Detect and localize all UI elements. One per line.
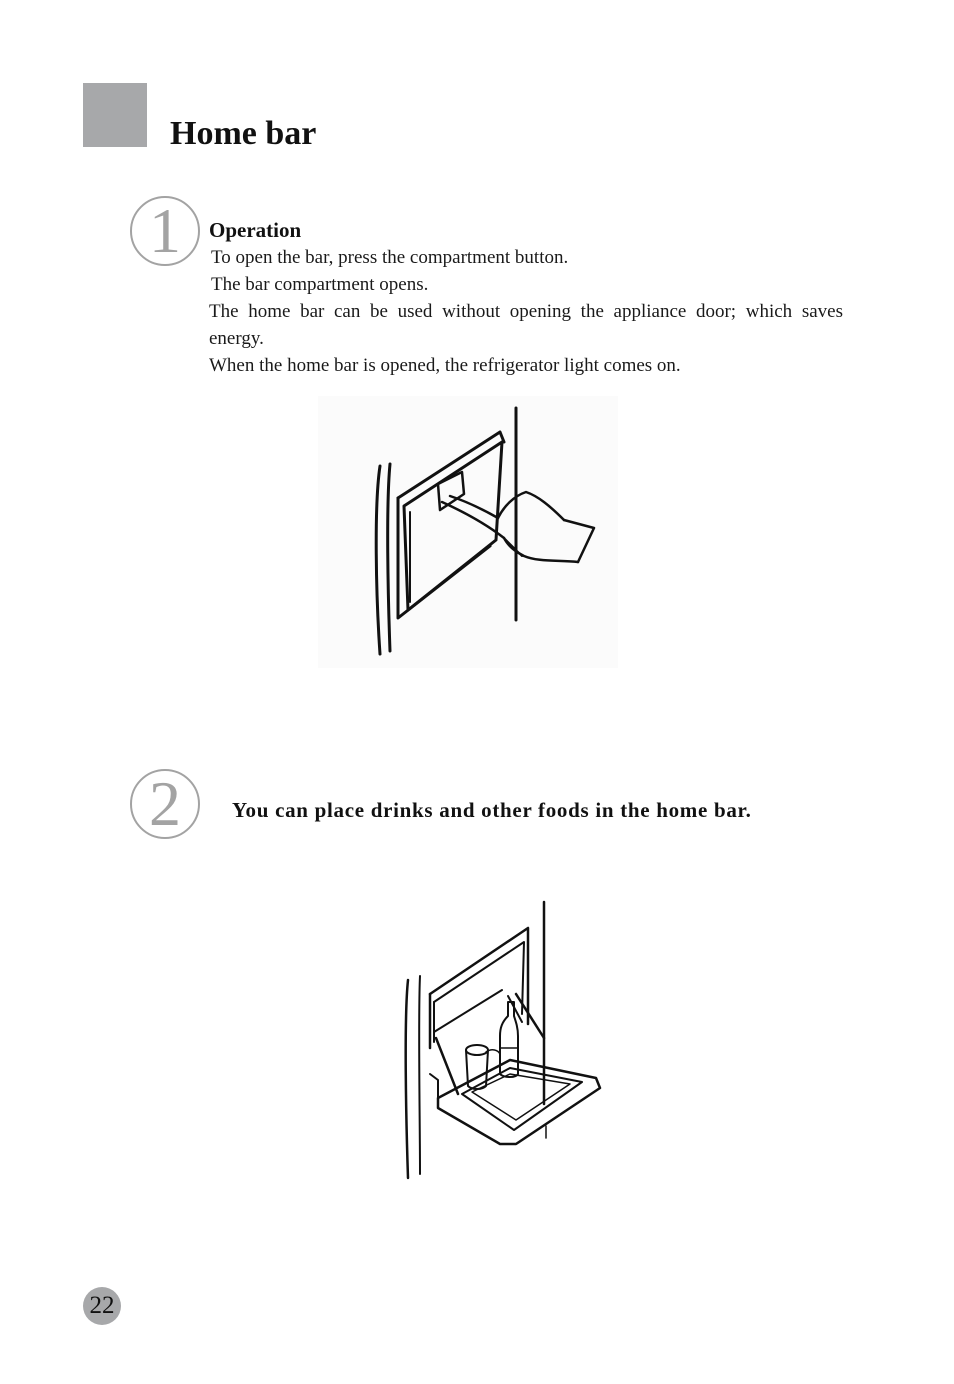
operation-line-2: The bar compartment opens.	[211, 274, 429, 295]
operation-line-4: When the home bar is opened, the refrigerator light comes on.	[209, 355, 681, 376]
page-number: 22	[83, 1287, 121, 1325]
illustration-pressing-bar-button	[318, 396, 618, 668]
operation-line-1: To open the bar, press the compartment button.	[211, 247, 569, 268]
operation-section	[209, 216, 843, 379]
section-marker-block	[83, 83, 147, 147]
illustration-home-bar-with-drinks	[350, 898, 610, 1180]
operation-line-3: The home bar can be used without opening the appliance door; which saves energy.	[209, 301, 843, 349]
page-title: Home bar	[170, 115, 317, 152]
operation-heading: Operation	[209, 218, 302, 242]
home-bar-storage-note: You can place drinks and other foods in the home bar.	[232, 798, 752, 822]
step-number-2: 2	[130, 769, 200, 839]
step-number-1: 1	[130, 196, 200, 266]
